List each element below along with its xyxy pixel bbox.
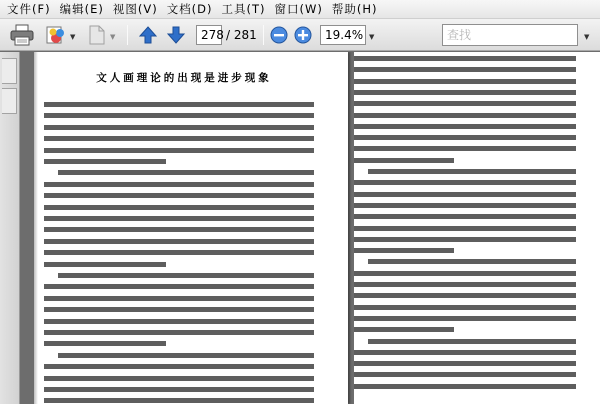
text-line [44,341,166,346]
text-line [354,113,576,118]
menu-bar [0,0,600,19]
text-line [44,113,314,118]
text-line [354,203,576,208]
text-line [354,146,576,151]
text-line [44,205,314,210]
text-line [44,227,314,232]
page-tab-icon[interactable] [2,58,17,84]
arrow-down-icon [166,25,186,45]
text-line [44,216,314,221]
text-line [354,327,454,332]
text-line [58,170,314,175]
text-line [354,271,576,276]
toolbar-divider [127,25,128,45]
text-line [44,398,314,403]
text-line [44,387,314,392]
text-line [368,259,576,264]
text-line [44,102,314,107]
text-line [44,262,166,267]
text-line [44,376,314,381]
previous-page-button[interactable] [135,23,161,47]
zoom-out-button[interactable] [268,23,290,47]
toolbar-divider [263,25,264,45]
file-dropdown-arrow[interactable]: ▼ [110,33,116,41]
text-line [354,214,576,219]
scan-edge [34,52,38,404]
share-dropdown-arrow[interactable]: ▼ [70,33,76,41]
text-line [354,316,576,321]
toolbar [0,19,600,51]
total-pages: / 281 [226,28,257,42]
file-button[interactable] [84,23,110,47]
menu-edit[interactable]: 编辑(E) [59,2,104,16]
menu-view[interactable]: 视图(V) [112,2,158,16]
text-line [354,293,576,298]
text-line [354,282,576,287]
search-input[interactable]: 查找 [442,24,578,46]
text-line [354,361,576,366]
page-number-input[interactable]: 278 [196,25,222,45]
text-line [44,330,314,335]
page-tab-icon[interactable] [2,88,17,114]
text-line [44,284,314,289]
text-line [354,372,576,377]
text-line [354,101,576,106]
text-line [354,226,576,231]
text-line [58,353,314,358]
text-line [354,67,576,72]
arrow-up-icon [138,25,158,45]
text-line [368,169,576,174]
menu-document[interactable]: 文档(D) [166,2,213,16]
zoom-level-input[interactable]: 19.4% [320,25,366,45]
file-icon [87,24,107,46]
text-line [44,319,314,324]
zoom-in-button[interactable] [292,23,314,47]
zoom-out-icon [270,26,288,44]
text-line [354,158,454,163]
text-line [44,193,314,198]
text-line [354,79,576,84]
text-line [354,248,454,253]
zoom-in-icon [294,26,312,44]
pdf-page-right [354,52,600,404]
text-line [44,307,314,312]
print-icon [10,24,34,46]
next-page-button[interactable] [163,23,189,47]
document-viewport[interactable] [0,52,600,404]
menu-help[interactable]: 帮助(H) [331,2,378,16]
text-line [44,125,314,130]
print-button[interactable] [8,23,36,47]
text-line [368,339,576,344]
pdf-page-left [34,52,348,404]
navigation-rail [0,52,20,404]
text-line [44,239,314,244]
menu-window[interactable]: 窗口(W) [274,2,323,16]
text-line [354,135,576,140]
text-line [354,305,576,310]
text-line [44,250,314,255]
text-line [354,237,576,242]
text-line [354,56,576,61]
article-title: 文人画理论的出现是进步现象 [96,72,272,84]
zoom-dropdown-arrow[interactable]: ▼ [369,33,375,41]
text-line [354,350,576,355]
text-line [44,182,314,187]
share-button[interactable] [42,23,70,47]
text-line [354,384,576,389]
text-line [354,90,576,95]
text-line [44,364,314,369]
text-line [44,159,166,164]
text-line [354,180,576,185]
text-line [58,273,314,278]
share-icon [44,24,68,46]
search-dropdown-arrow[interactable]: ▼ [584,33,590,41]
text-line [44,136,314,141]
text-line [354,124,576,129]
menu-file[interactable]: 文件(F) [7,2,51,16]
text-line [44,148,314,153]
text-line [44,296,314,301]
menu-tools[interactable]: 工具(T) [221,2,266,16]
text-line [354,192,576,197]
